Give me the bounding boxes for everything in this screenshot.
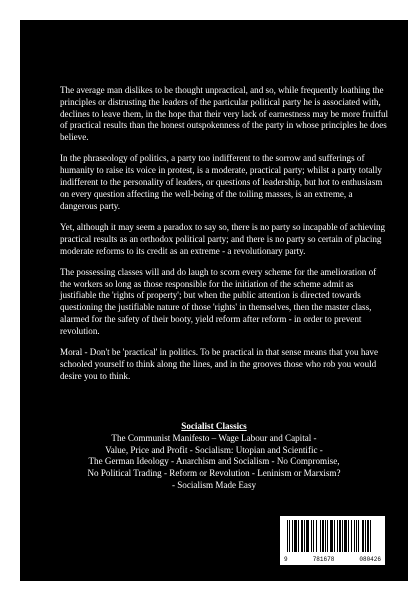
barcode-bar bbox=[298, 520, 299, 552]
barcode-bar bbox=[301, 520, 303, 552]
classics-line: The German Ideology - Anarchism and Socialism - No Compromise, bbox=[88, 456, 340, 467]
barcode-bar bbox=[362, 520, 364, 552]
socialist-classics-list bbox=[44, 421, 384, 492]
paragraph: Moral - Don't be 'practical' in politics. To be practical in that sense means that you have schooled yourself to think along the lines, and in the grooves those who rob you would desire you to think. bbox=[60, 347, 379, 381]
barcode-bar bbox=[311, 520, 312, 552]
barcode-bar bbox=[348, 520, 349, 552]
barcode-bar bbox=[287, 520, 288, 552]
barcode-bar bbox=[342, 520, 343, 552]
barcode-digit-group: 080426 bbox=[359, 556, 381, 563]
barcode-bar bbox=[316, 520, 317, 552]
barcode-bars bbox=[287, 520, 378, 552]
classics-line: - Socialism Made Easy bbox=[171, 479, 257, 490]
barcode-bar bbox=[337, 520, 338, 552]
isbn-barcode bbox=[280, 516, 385, 565]
barcode-bar bbox=[354, 520, 355, 552]
barcode-bar bbox=[306, 520, 309, 552]
barcode-bar bbox=[365, 520, 366, 552]
barcode-bar bbox=[334, 520, 335, 552]
barcode-bar bbox=[325, 520, 326, 552]
blurb-text bbox=[60, 85, 388, 392]
barcode-bar bbox=[370, 520, 371, 552]
classics-line: Value, Price and Profit - Socialism: Utopian and Scientific - bbox=[105, 444, 323, 455]
barcode-bar bbox=[304, 520, 305, 552]
barcode-bar bbox=[313, 520, 314, 552]
paragraph: The average man dislikes to be thought unpractical, and so, while frequently loathing the principles or distrusting the leaders of the particular political party he is associated with, declines to leave them, in the hope that their very lack of earnestness may be more fruitful of practical results than the honest outspokenness of the party in whose principles he does believe. bbox=[60, 85, 389, 143]
barcode-bar bbox=[344, 520, 347, 552]
classics-title: Socialist Classics bbox=[181, 421, 247, 431]
classics-line: The Communist Manifesto – Wage Labour and Capital - bbox=[111, 432, 317, 443]
paragraph: The possessing classes will and do laugh to scorn every scheme for the amelioration of the workers so long as those responsible for the initiation of the scheme admit as justifiable the 'rights of property'; but when the public attention is directed towards questioning the justifiable nature of those 'rights' in themselves, then the master class, alarmed for the safety of their booty, yield reform after reform - in order to prevent revolution. bbox=[60, 266, 377, 336]
paragraph: Yet, although it may seem a paradox to say so, there is no party so incapable of achieving practical results as an orthodox political party; and there is no party so certain of placing moderate reforms to its credit as an extreme - a revolutionary party. bbox=[60, 221, 386, 256]
barcode-bar bbox=[292, 520, 293, 552]
barcode-bar bbox=[320, 520, 321, 552]
barcode-bar bbox=[322, 520, 324, 552]
barcode-digit-group: 781678 bbox=[312, 556, 335, 563]
barcode-bar bbox=[289, 520, 290, 552]
barcode-bar bbox=[330, 520, 333, 552]
barcode-bar bbox=[356, 520, 357, 552]
barcode-digit-group: 9 bbox=[284, 556, 288, 563]
barcode-bar bbox=[351, 520, 352, 552]
back-cover bbox=[20, 20, 408, 581]
barcode-bar bbox=[358, 520, 359, 552]
barcode-bar bbox=[327, 520, 328, 552]
barcode-bar bbox=[339, 520, 341, 552]
barcode-digits bbox=[280, 556, 385, 563]
paragraph: In the phraseology of politics, a party too indifferent to the sorrow and sufferings of humanity to raise its voice in protest, is a moderate, practical party; whilst a party totally indifferent to the personality of leaders, or questions of leadership, but hot to enthusiasm on every question affecting the well-being of the toiling masses, is an extreme, a dangerous party. bbox=[60, 153, 383, 211]
barcode-bar bbox=[294, 520, 297, 552]
classics-line: No Political Trading - Reform or Revolution - Leninism or Marxism? bbox=[87, 468, 341, 479]
barcode-bar bbox=[367, 520, 369, 552]
